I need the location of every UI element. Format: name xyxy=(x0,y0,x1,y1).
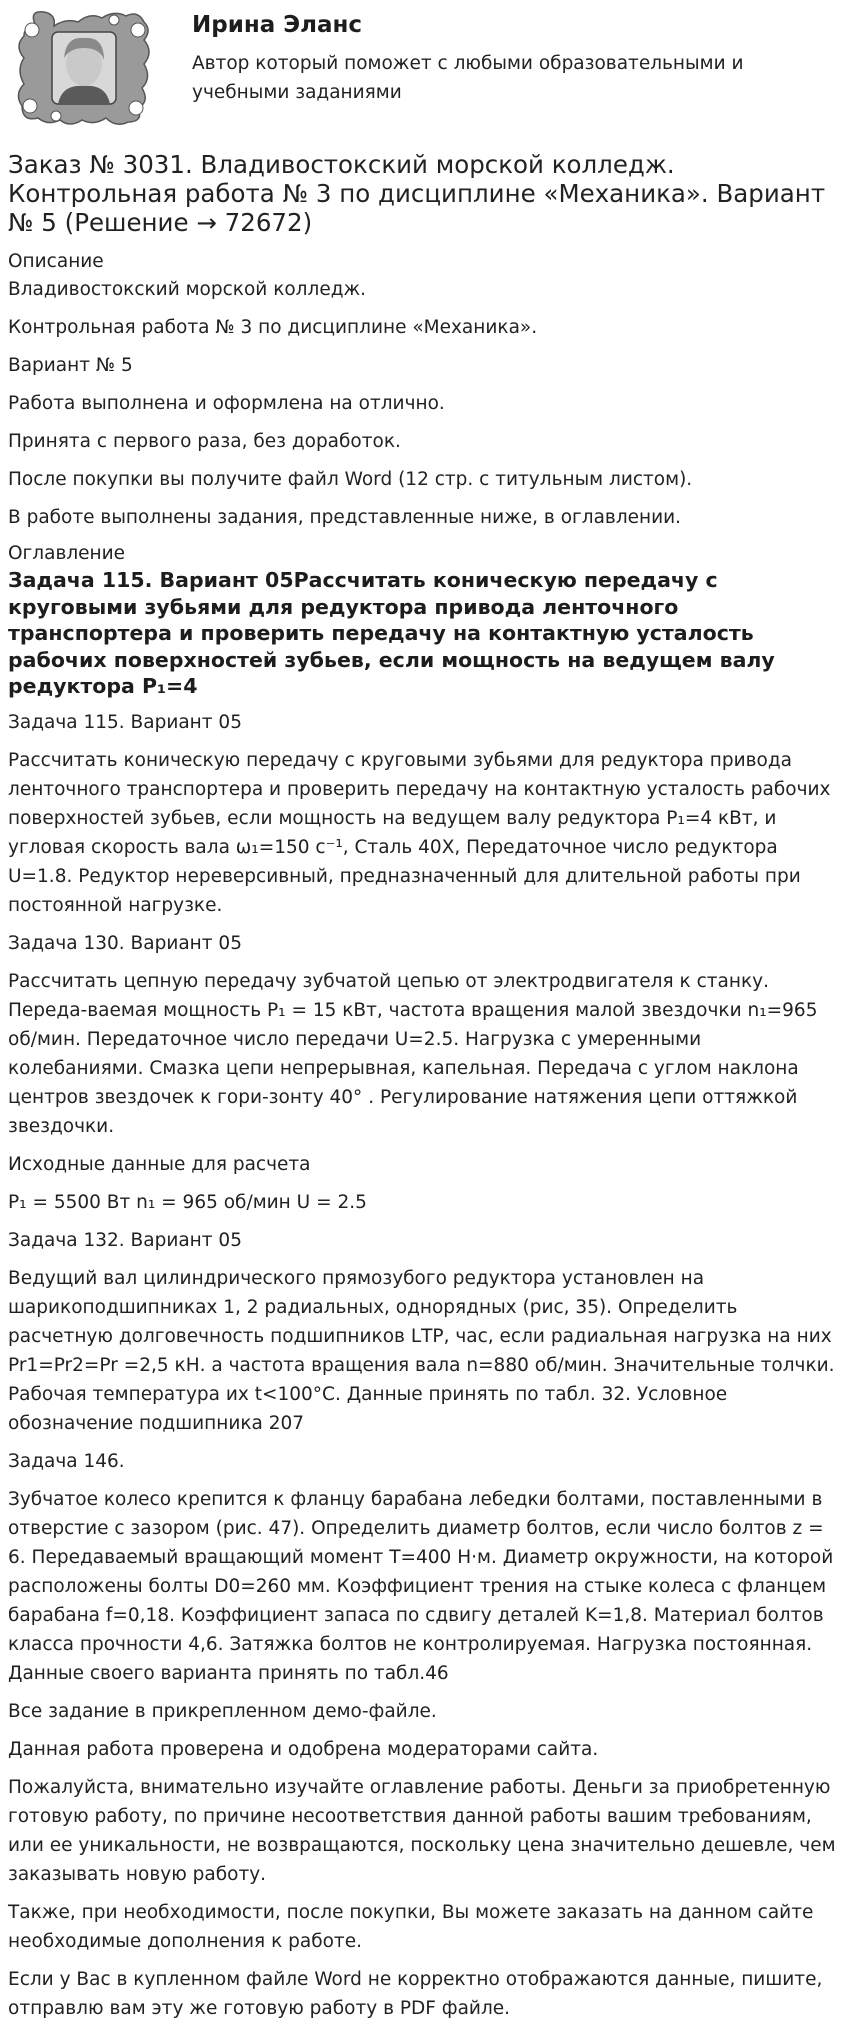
description-paragraph: Вариант № 5 xyxy=(8,355,133,376)
author-card xyxy=(8,0,841,132)
toc-content xyxy=(8,708,841,2023)
task-text: Зубчатое колесо крепится к фланцу барабана лебедки болтами, поставленными в отверстие с зазором (рис. 47). Определить диаметр болтов, если число болтов z = 6. Передаваемый вращающий момент Т=400 Н·м. Диаметр окружности, на которой расположены болты D0=260 мм. Коэффициент трения на стыке колеса с фланцем барабана f=0,18. Коэффициент запаса по сдвигу деталей K=1,8. Материал болтов класса прочности 4,6. Затяжка болтов не контролируемая. Нагрузка постоянная. Данные своего варианта принять по табл.46 xyxy=(8,1488,834,1684)
task-text: Рассчитать цепную передачу зубчатой цепью от электродвигателя к станку. Переда-ваемая мощность P₁ = 15 кВт, частота вращения малой звездочки n₁=965 об/мин. Передаточное число передачи U=2.5. Нагрузка с умеренными колебаниями. Смазка цепи непрерывная, капельная. Передача с углом наклона центров звездочек к гори-зонту 40° . Регулирование натяжения цепи оттяжкой звездочки. xyxy=(8,970,818,1137)
task-subtitle: Исходные данные для расчета xyxy=(8,1153,311,1175)
order-title: Заказ № 3031. Владивостокский морской колледж. Контрольная работа № 3 по дисциплине «Механика». Вариант № 5 (Решение → 72672) xyxy=(8,150,826,237)
task-text: Рассчитать коническую передачу с круговыми зубьями для редуктора привода ленточного транспортера и проверить передачу на контактную усталость рабочих поверхностей зубьев, если мощность на ведущем валу редуктора P₁=4 кВт, и угловая скорость вала ω₁=150 с⁻¹, Сталь 40Х, Передаточное число редуктора U=1.8. Редуктор нереверсивный, предназначенный для длительной работы при постоянной нагрузке. xyxy=(8,749,831,916)
toc-label: Оглавление xyxy=(8,543,126,564)
task-title: Задача 146. xyxy=(8,1450,125,1472)
author-avatar[interactable] xyxy=(14,8,154,126)
description-paragraph: Контрольная работа № 3 по дисциплине «Механика». xyxy=(8,317,538,338)
author-name[interactable]: Ирина Эланс xyxy=(192,12,363,38)
task-data: P₁ = 5500 Вт n₁ = 965 об/мин U = 2.5 xyxy=(8,1191,367,1213)
note-paragraph: Все задание в прикрепленном демо-файле. xyxy=(8,1700,437,1722)
note-paragraph: Пожалуйста, внимательно изучайте оглавление работы. Деньги за приобретенную готовую работу, по причине несоответствия данной работы вашим требованиям, или ее уникальности, не возвращаются, поскольку цена значительно дешевле, чем заказывать новую работу. xyxy=(8,1776,836,1885)
description-paragraph: Владивостокский морской колледж. xyxy=(8,279,367,300)
note-paragraph: Данная работа проверена и одобрена модераторами сайта. xyxy=(8,1738,599,1760)
description-paragraph: Принята с первого раза, без доработок. xyxy=(8,431,401,452)
task-title: Задача 130. Вариант 05 xyxy=(8,932,242,954)
task-text: Ведущий вал цилиндрического прямозубого редуктора установлен на шарикоподшипниках 1, 2 радиальных, однорядных (рис, 35). Определить расчетную долговечность подшипников LТР, час, если радиальная нагрузка на них Pr1=Pr2=Pr =2,5 кН. а частота вращения вала n=880 об/мин. Значительные толчки. Рабочая температура их t<100°С. Данные принять по табл. 32. Условное обозначение подшипника 207 xyxy=(8,1267,835,1434)
author-description: Автор который поможет с любыми образовательными и учебными заданиями xyxy=(192,53,744,103)
description-paragraph: В работе выполнены задания, представленные ниже, в оглавлении. xyxy=(8,507,682,528)
description-block xyxy=(8,275,841,532)
toc-heading: Задача 115. Вариант 05Рассчитать коническую передачу с круговыми зубьями для редуктора привода ленточного транспортера и проверить передачу на контактную усталость рабочих поверхностей зубьев, если мощность на ведущем валу редуктора P₁=4 xyxy=(8,568,775,698)
description-paragraph: После покупки вы получите файл Word (12 стр. с титульным листом). xyxy=(8,469,693,490)
description-label: Описание xyxy=(8,251,104,272)
task-title: Задача 132. Вариант 05 xyxy=(8,1229,242,1251)
task-title: Задача 115. Вариант 05 xyxy=(8,711,242,733)
description-paragraph: Работа выполнена и оформлена на отлично. xyxy=(8,393,445,414)
note-paragraph: Если у Вас в купленном файле Word не корректно отображаются данные, пишите, отправлю вам эту же готовую работу в PDF файле. xyxy=(8,1968,823,2019)
note-paragraph: Также, при необходимости, после покупки, Вы можете заказать на данном сайте необходимые дополнения к работе. xyxy=(8,1901,814,1952)
